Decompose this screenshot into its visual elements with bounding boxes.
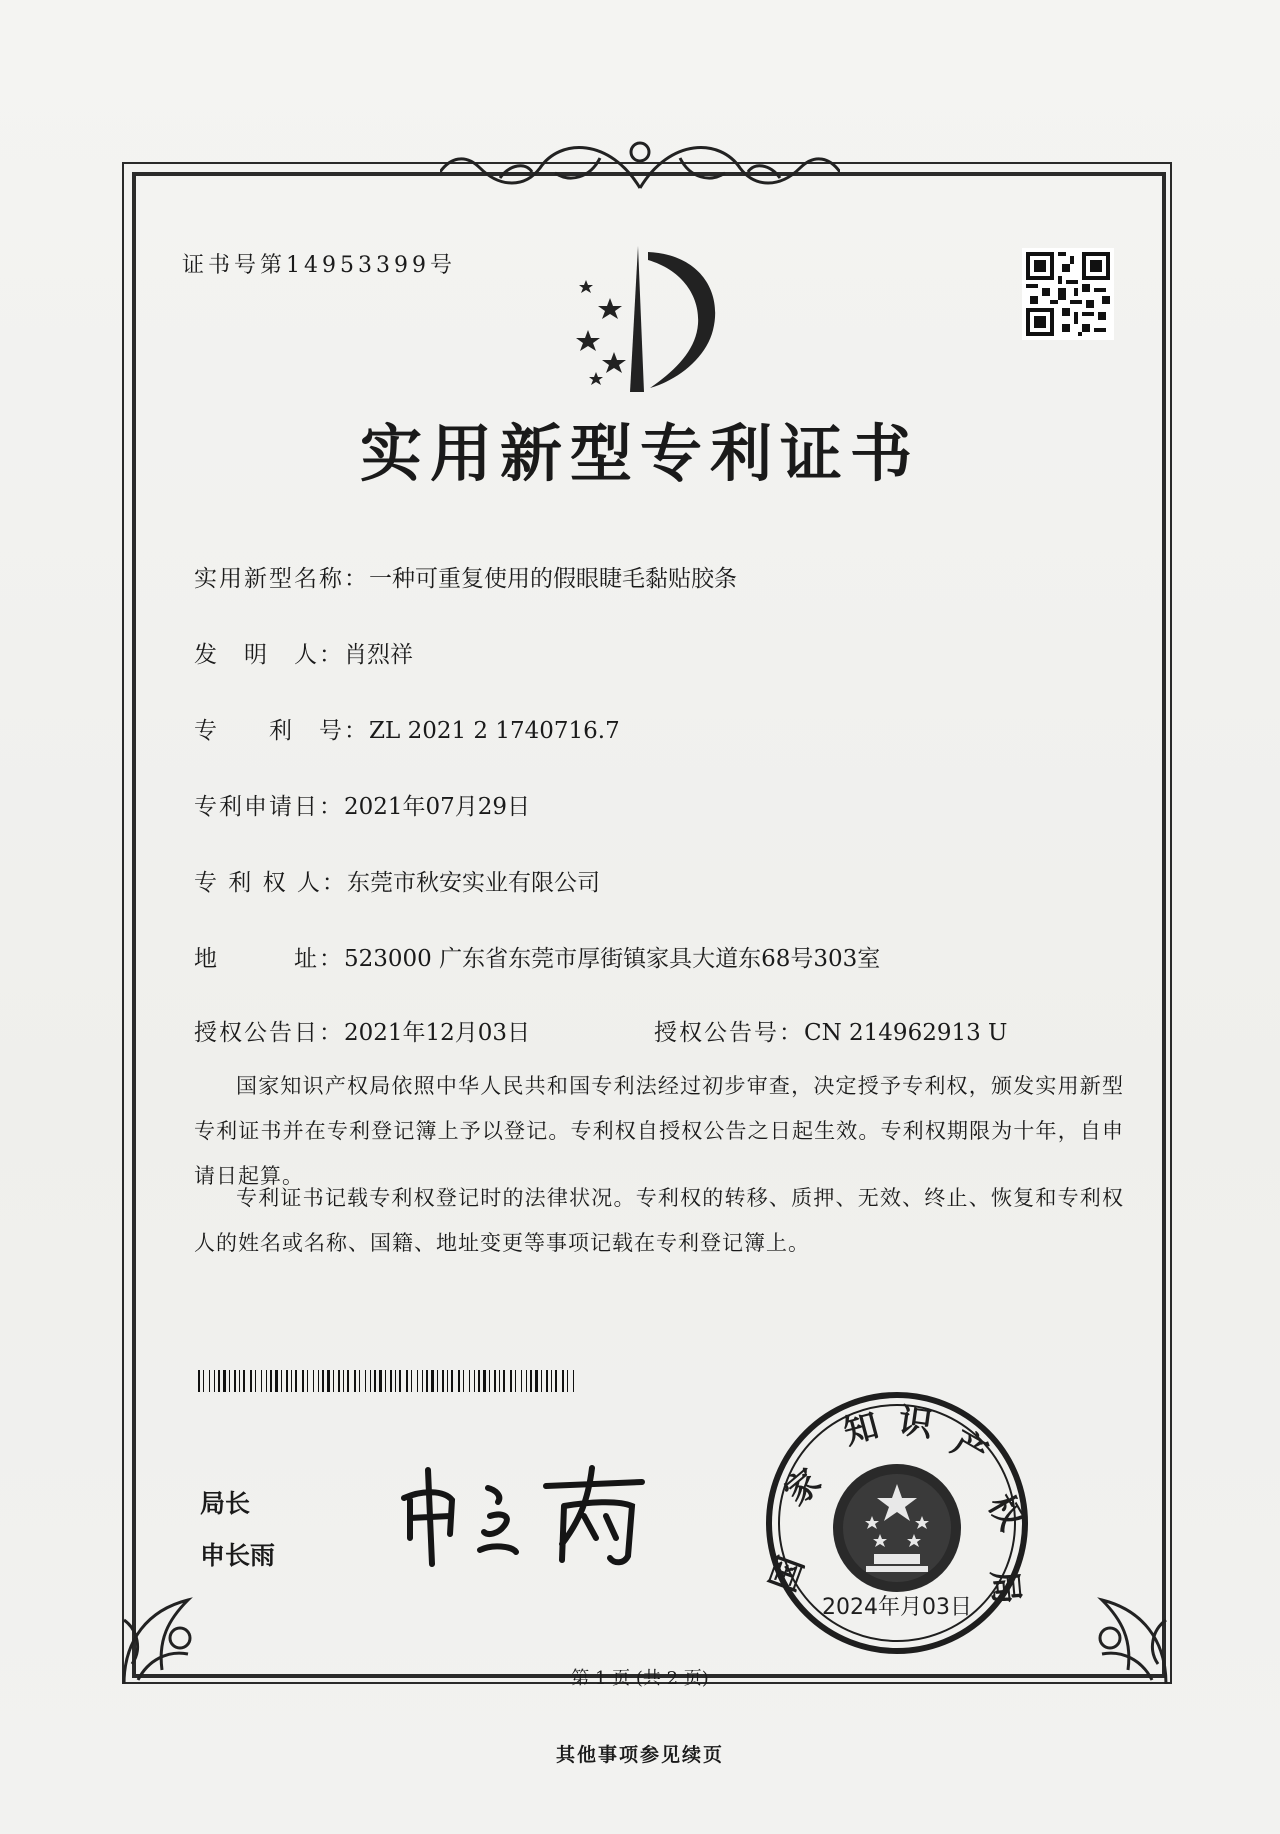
field-name: [194, 560, 737, 593]
director-block: [200, 1478, 275, 1582]
director-name: 申长雨: [200, 1541, 276, 1570]
field-address: [194, 940, 880, 973]
svg-text:局: 局: [983, 1568, 1027, 1606]
svg-text:国: 国: [763, 1551, 813, 1598]
official-seal-icon: [762, 1388, 1032, 1658]
page-indicator: 第 1 页 (共 2 页): [571, 1668, 709, 1689]
certificate-title: 实用新型专利证书: [359, 417, 920, 490]
field-grant-date-label: 授权公告日：: [194, 1020, 344, 1046]
cnipa-emblem-icon: [548, 240, 738, 400]
field-patentee: [194, 864, 600, 897]
field-grant-date: [194, 1014, 530, 1047]
svg-text:知: 知: [839, 1405, 883, 1454]
field-patent-number: [194, 712, 620, 745]
field-application-date: [194, 788, 530, 821]
field-grant-number-value: CN 214962913 U: [804, 1020, 1008, 1046]
field-grant-number-label: 授权公告号：: [654, 1020, 804, 1046]
barcode-icon: [198, 1370, 578, 1392]
field-grant-date-value: 2021年12月03日: [344, 1020, 531, 1046]
svg-text:识: 识: [895, 1400, 936, 1446]
seal-date: 2024年月03日: [822, 1595, 972, 1620]
qr-code-icon: [1022, 248, 1114, 340]
field-patentee-value: 东莞市秋安实业有限公司: [346, 870, 600, 896]
field-name-label: 实用新型名称：: [194, 566, 369, 592]
field-application-date-value: 2021年07月29日: [344, 794, 531, 820]
field-inventor-label: 发 明 人：: [194, 642, 344, 668]
certificate-number: 证书号第14953399号: [182, 253, 456, 278]
svg-text:家: 家: [777, 1461, 829, 1514]
svg-text:权: 权: [979, 1487, 1032, 1538]
field-name-value: 一种可重复使用的假眼睫毛黏贴胶条: [369, 566, 737, 592]
svg-text:产: 产: [944, 1422, 995, 1475]
handwritten-signature: [392, 1460, 672, 1570]
top-ornament: [440, 128, 840, 200]
field-address-value: 523000 广东省东莞市厚街镇家具大道东68号303室: [344, 946, 881, 972]
field-patent-number-value: ZL 2021 2 1740716.7: [369, 718, 620, 744]
director-title: 局长: [200, 1489, 251, 1518]
footer-note: 其他事项参见续页: [555, 1744, 724, 1766]
field-inventor: [194, 636, 413, 669]
field-grant-number: [654, 1014, 1007, 1047]
field-application-date-label: 专利申请日：: [194, 794, 344, 820]
field-patentee-label: 专 利 权 人：: [194, 870, 347, 896]
body-paragraph-2: 专利证书记载专利权登记时的法律状况。专利权的转移、质押、无效、终止、恢复和专利权人的姓名或名称、国籍、地址变更等事项记载在专利登记簿上。: [194, 1186, 1124, 1255]
field-inventor-value: 肖烈祥: [344, 642, 413, 668]
field-patent-number-label: 专 利 号：: [194, 718, 369, 744]
body-paragraph-1: 国家知识产权局依照中华人民共和国专利法经过初步审查，决定授予专利权，颁发实用新型专利证书并在专利登记簿上予以登记。专利权自授权公告之日起生效。专利权期限为十年，自申请日起算。: [194, 1074, 1124, 1188]
field-address-label: 地 址：: [194, 946, 344, 972]
